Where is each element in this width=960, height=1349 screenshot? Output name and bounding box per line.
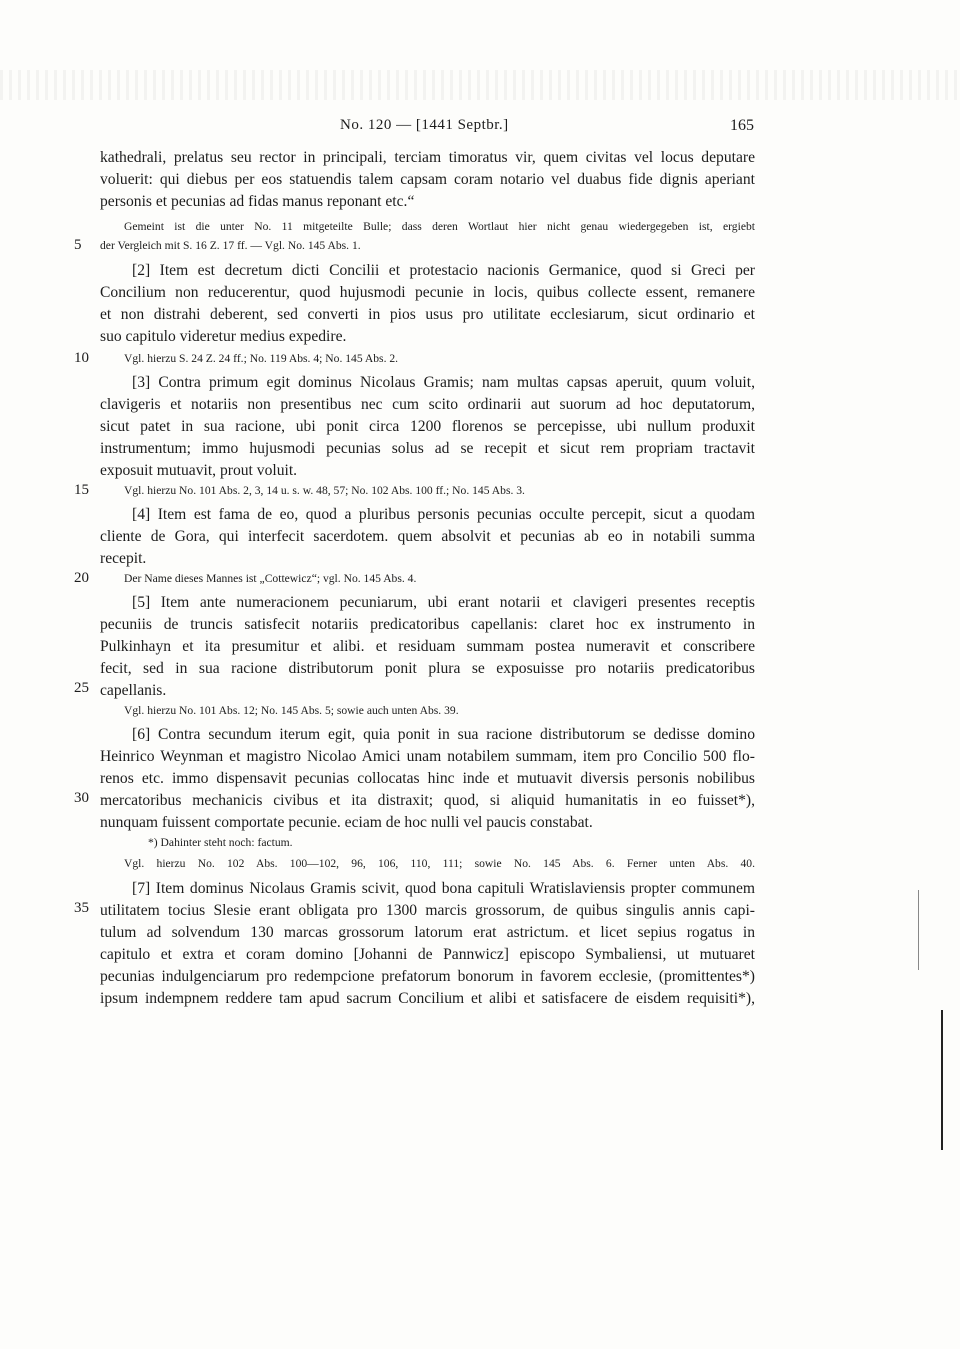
text-line: Heinrico Weynman et magistro Nicolao Amici unam notabilem summam, item pro Concilio 500 flo- [100,748,755,765]
scan-noise-band [0,70,960,100]
text-line: ipsum indempnem reddere tam apud sacrum Concilium et alibi et satisfacere de eisdem requisiti*), [100,990,755,1007]
text-line: nunquam fuissent comportate pecunie. eciam de hoc nulli vel paucis constabat. [100,814,593,831]
text-line: [6] Contra secundum iterum egit, quia ponit in sua racione distributorum se dedisse domino [132,726,755,743]
text-line: sicut patet in sua racione, ubi ponit circa 1200 florenos se percepisse, ubi nullum produxit [100,418,755,435]
text-line: [3] Contra primum egit dominus Nicolaus Gramis; nam multas capsas aperuit, quum voluit, [132,374,755,391]
footnote-line: *) Dahinter steht noch: factum. [148,836,293,849]
text-line: capitulo et extra et coram domino [Johanni de Pannwicz] episcopo Symbaliensi, ut mutuaret [100,946,755,963]
footnote-line: Vgl. hierzu No. 101 Abs. 2, 3, 14 u. s. w. 48, 57; No. 102 Abs. 100 ff.; No. 145 Abs. 3. [124,484,525,497]
margin-line-number: 5 [74,237,82,253]
margin-line-number: 30 [74,790,89,806]
margin-line-number: 25 [74,680,89,696]
scan-edge-mark [941,1010,943,1150]
page-number: 165 [730,117,754,134]
footnote-line: der Vergleich mit S. 16 Z. 17 ff. — Vgl. No. 145 Abs. 1. [100,239,361,252]
footnote-line: Vgl. hierzu S. 24 Z. 24 ff.; No. 119 Abs. 4; No. 145 Abs. 2. [124,352,399,365]
text-line: exposuit mutuavit, prout voluit. [100,462,298,479]
footnote-line: Gemeint ist die unter No. 11 mitgeteilte Bulle; dass deren Wortlaut hier nicht genau wiedergegeben ist, ergiebt [124,220,755,233]
margin-line-number: 10 [74,350,89,366]
text-line: pecunias indulgenciarum pro redempcione prefatorum bonorum in favorem ecclesie, (promittentes*) [100,968,755,985]
text-line: capellanis. [100,682,167,699]
footnote-line: Vgl. hierzu No. 101 Abs. 12; No. 145 Abs. 5; sowie auch unten Abs. 39. [124,704,459,717]
text-line: Pulkinhayn et ita presumitur et alibi. et residuam summam postea numeravit et conscribere [100,638,755,655]
margin-line-number: 35 [74,900,89,916]
text-line: pecuniis de truncis satisfecit notariis predicatoribus capellanis: claret hoc ex instrumento in [100,616,755,633]
text-line: personis et pecunias ad fidas manus reponant etc.“ [100,193,415,210]
text-line: [7] Item dominus Nicolaus Gramis scivit, quod bona capituli Wratislaviensis propter communem [132,880,755,897]
text-line: et non distrahi deberent, sed converti in pios usus pro utilitate ecclesiarum, sicut ordinario et [100,306,755,323]
text-line: tulum ad solvendum 130 marcas grossorum latorum erat astrictum. et licet sepius rogatus in [100,924,755,941]
scan-edge-mark [918,890,919,970]
footnote-line: Vgl. hierzu No. 102 Abs. 100—102, 96, 106, 110, 111; sowie No. 145 Abs. 6. Ferner unten Abs. 40. [124,857,755,870]
text-line: clavigeris et notariis non presentibus nec cum scito ordinarii aut suorum ad hoc deputatorum, [100,396,755,413]
text-line: recepit. [100,550,147,567]
text-line: suo capitulo videretur medius expedire. [100,328,347,345]
margin-line-number: 20 [74,570,89,586]
text-line: utilitatem tocius Slesie erant obligata pro 1300 marcis grossorum, de quibus singulis annis capi- [100,902,755,919]
text-line: renos etc. immo dispensavit pecunias collocatas hinc inde et mutuavit diversis personis nobilibus [100,770,755,787]
footnote-line: Der Name dieses Mannes ist „Cottewicz“; vgl. No. 145 Abs. 4. [124,572,417,585]
text-line: mercatoribus mechanicis civibus et ita distraxit; quod, si aliquid humanitatis in eo fuisset*), [100,792,755,809]
text-line: fecit, sed in sua racione distributorum ponit plura se exposuisse pro notariis predicatoribus [100,660,755,677]
text-line: [5] Item ante numeracionem pecuniarum, ubi erant notarii et clavigeri presentes receptis [132,594,755,611]
text-line: Concilium non reducerentur, quod hujusmodi pecunie in locis, quibus collecte essent, remanere [100,284,755,301]
running-header [0,117,960,139]
text-line: kathedrali, prelatus seu rector in principali, terciam timoratus vir, quem civitas vel locus deputare [100,149,755,166]
text-line: instrumentum; immo hujusmodi pecunias solus ad se recepit et sicut rem propriam tractavit [100,440,755,457]
text-line: cliente de Gora, qui interfecit sacerdotem. quem absolvit et pecunias ab eo in notabili summa [100,528,755,545]
text-line: voluerit: qui diebus per eos statuendis talem capsam coram notario vel duabus fide dignis aperiant [100,171,755,188]
text-line: [2] Item est decretum dicti Concilii et protestacio nacionis Germanice, quod si Greci per [132,262,755,279]
running-title: No. 120 — [1441 Septbr.] [340,117,509,133]
margin-line-number: 15 [74,482,89,498]
text-line: [4] Item est fama de eo, quod a pluribus personis pecunias occulte percepit, sicut a quodam [132,506,755,523]
